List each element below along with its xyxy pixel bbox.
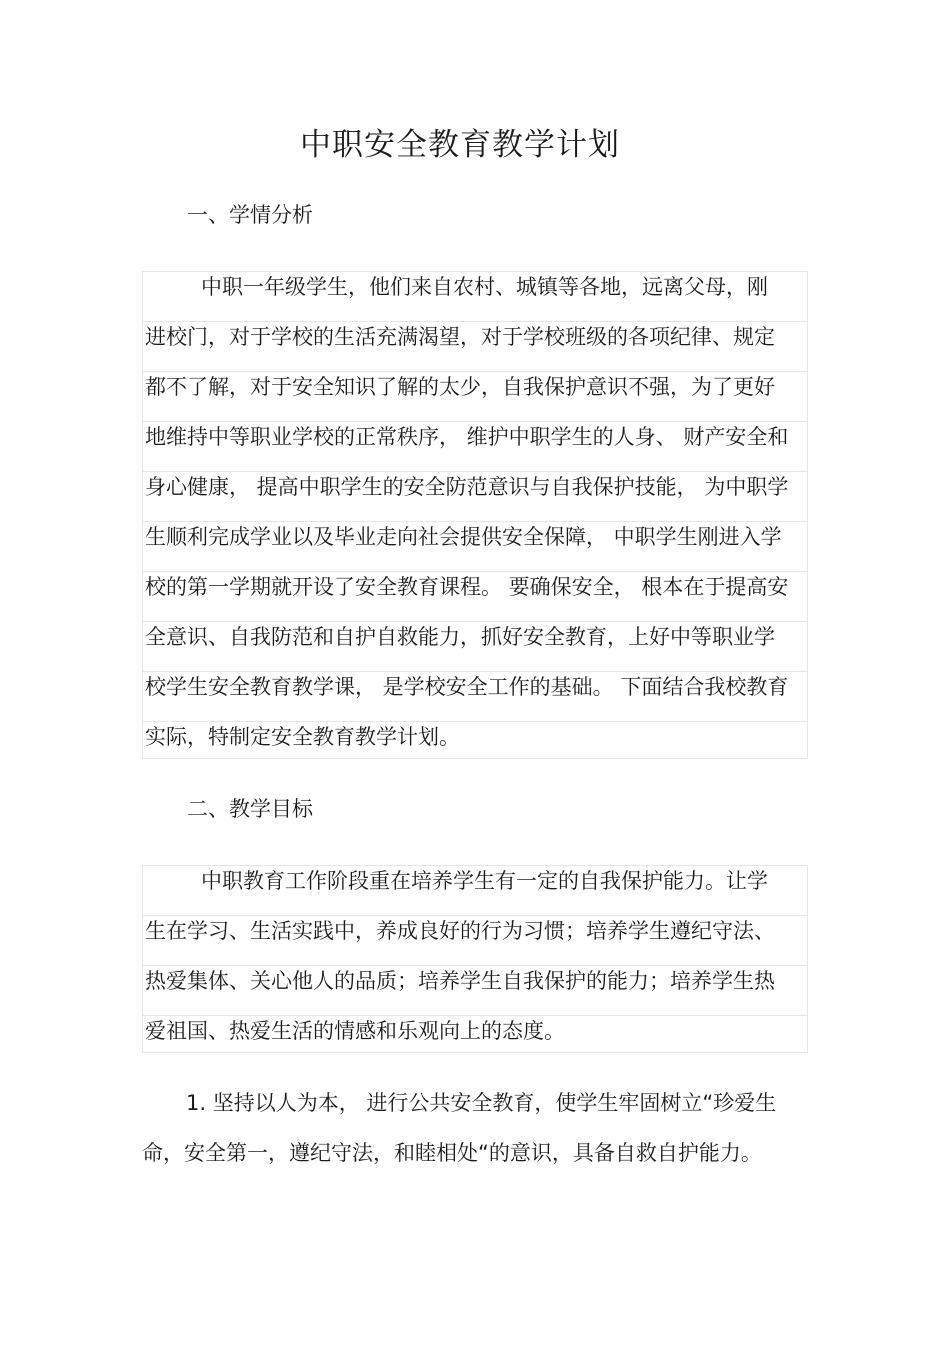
paragraph-analysis xyxy=(142,271,808,759)
text-line: 中职教育工作阶段重在培养学生有一定的自我保护能力。让学 xyxy=(142,865,808,915)
text-line: 校学生安全教育教学课， 是学校安全工作的基础。 下面结合我校教育 xyxy=(142,671,808,721)
text-line: 全意识、自我防范和自护自救能力，抓好安全教育，上好中等职业学 xyxy=(142,621,808,671)
text-line: 进校门，对于学校的生活充满渴望，对于学校班级的各项纪律、规定 xyxy=(142,321,808,371)
paragraph-goals xyxy=(142,865,808,1053)
section-heading-goals: 二、教学目标 xyxy=(187,797,313,821)
text-line: 爱祖国、热爱生活的情感和乐观向上的态度。 xyxy=(142,1015,808,1053)
text-line: 实际，特制定安全教育教学计划。 xyxy=(142,721,808,759)
text-line: 热爱集体、关心他人的品质；培养学生自我保护的能力；培养学生热 xyxy=(142,965,808,1015)
text-line: 中职一年级学生，他们来自农村、城镇等各地，远离父母，刚 xyxy=(142,271,808,321)
section-heading-analysis: 一、学情分析 xyxy=(187,203,313,227)
text-line: 身心健康， 提高中职学生的安全防范意识与自我保护技能， 为中职学 xyxy=(142,471,808,521)
paragraph-item-1 xyxy=(142,1088,808,1188)
text-line: 生顺利完成学业以及毕业走向社会提供安全保障， 中职学生刚进入学 xyxy=(142,521,808,571)
text-line: 生在学习、生活实践中，养成良好的行为习惯；培养学生遵纪守法、 xyxy=(142,915,808,965)
text-line: 1. 坚持以人为本， 进行公共安全教育，使学生牢固树立“珍爱生 xyxy=(186,1091,777,1115)
document-title: 中职安全教育教学计划 xyxy=(300,127,620,163)
text-line: 命，安全第一，遵纪守法，和睦相处“的意识，具备自救自护能力。 xyxy=(142,1141,762,1165)
text-line: 校的第一学期就开设了安全教育课程。 要确保安全， 根本在于提高安 xyxy=(142,571,808,621)
text-line: 都不了解，对于安全知识了解的太少，自我保护意识不强，为了更好 xyxy=(142,371,808,421)
text-line: 地维持中等职业学校的正常秩序， 维护中职学生的人身、 财产安全和 xyxy=(142,421,808,471)
